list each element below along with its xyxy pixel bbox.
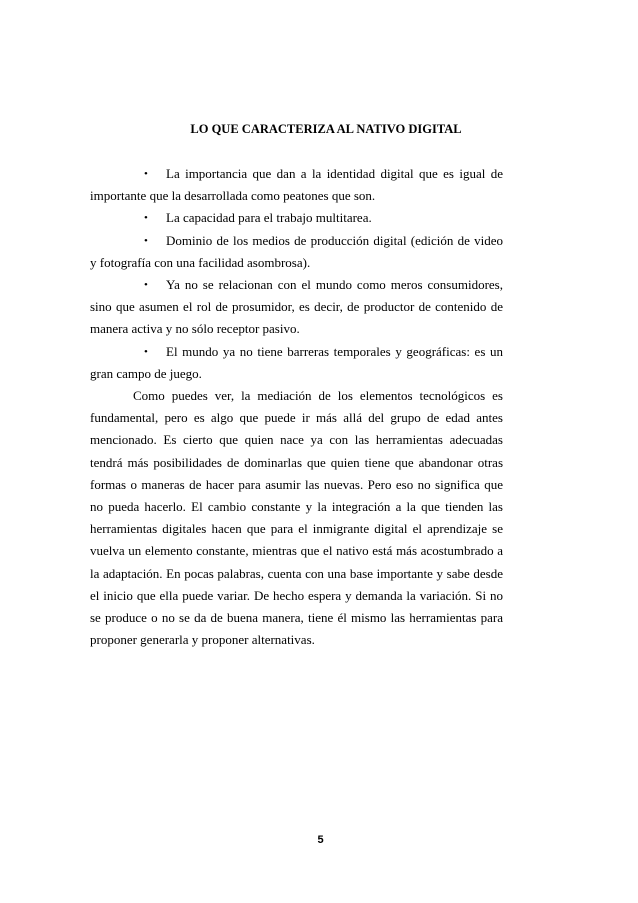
bullet-text: La importancia que dan a la identidad digital que es igual de importante que la desarrollada como peatones que son. — [90, 166, 503, 204]
body-paragraph: Como puedes ver, la mediación de los elementos tecnológicos es fundamental, pero es algo que puede ir más allá del grupo de edad antes mencionado. Es cierto que quien nace ya con las herramientas adecuadas tendrá más posibilidades de dominarlas que quien tiene que abandonar otras formas o maneras de hacer para asumir las nuevas. Pero eso no significa que no pueda hacerlo. El cambio constante y la integración a la que tienden las herramientas digitales hacen que para el inmigrante digital el aprendizaje se vuelva un elemento constante, mientras que el nativo está más acostumbrado a la adaptación. En pocas palabras, cuenta con una base importante y sabe desde el inicio que ella puede variar. De hecho espera y demanda la variación. Si no se produce o no se da de buena manera, tiene él mismo las herramientas para proponer generarla y proponer alternativas. — [90, 388, 503, 648]
bullet-icon: • — [144, 168, 148, 180]
page-number: 5 — [317, 834, 324, 846]
bullet-icon: • — [144, 279, 148, 292]
bullet-text: Dominio de los medios de producción digital (edición de video y fotografía con una facilidad asombrosa). — [90, 232, 503, 270]
page-title: LO QUE CARACTERIZA AL NATIVO DIGITAL — [190, 122, 462, 136]
bullet-text: Ya no se relacionan con el mundo como meros consumidores, sino que asumen el rol de prosumidor, es decir, de productor de contenido de manera activa y no sólo receptor pasivo. — [90, 277, 503, 337]
bullet-item — [90, 341, 503, 385]
document-body — [90, 163, 503, 651]
bullet-icon: • — [144, 345, 148, 358]
bullet-item — [90, 163, 503, 207]
bullet-text: La capacidad para el trabajo multitarea. — [166, 210, 372, 226]
bullet-item — [90, 230, 503, 274]
bullet-item — [90, 207, 503, 229]
bullet-text: El mundo ya no tiene barreras temporales y geográficas: es un gran campo de juego. — [90, 343, 503, 381]
bullet-item — [90, 274, 503, 341]
bullet-icon: • — [144, 234, 148, 247]
bullet-icon: • — [144, 212, 148, 225]
